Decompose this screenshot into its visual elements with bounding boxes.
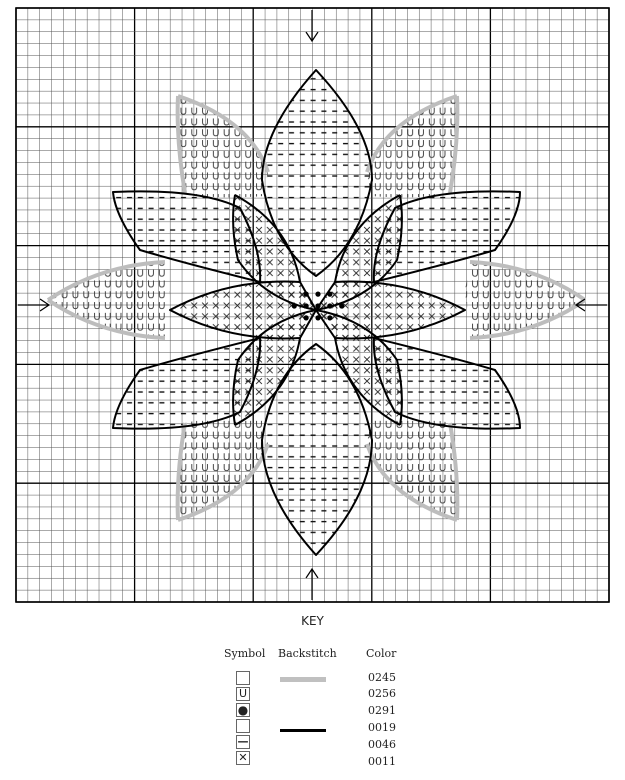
dot-stitch	[315, 292, 320, 297]
key-color-code: 0019	[368, 721, 396, 734]
key-header-symbol: Symbol	[224, 647, 266, 660]
key-color-code: 0291	[368, 704, 396, 717]
key-color-code: 0245	[368, 671, 396, 684]
center-arrow-top	[306, 10, 318, 41]
center-arrow-left	[18, 299, 49, 311]
dot-stitch	[304, 315, 309, 320]
key-symbol-u: U	[236, 687, 250, 701]
key-color-code: 0011	[368, 755, 396, 768]
key-title: KEY	[301, 614, 324, 628]
key-color-code: 0046	[368, 738, 396, 751]
key-symbol-dot: ●	[237, 703, 249, 717]
key-color-code: 0256	[368, 687, 396, 700]
key-backstitch-black-line	[280, 729, 326, 732]
key-header-color: Color	[366, 647, 397, 660]
key-symbol-dash: —	[237, 735, 249, 748]
key-symbol-x: ✕	[236, 751, 250, 765]
key-backstitch-gray-line	[280, 677, 326, 682]
dot-stitch	[327, 315, 332, 320]
key-header-backstitch: Backstitch	[278, 647, 337, 660]
center-arrow-bottom	[306, 569, 318, 600]
key-symbol-swatch-blank-1	[236, 671, 250, 685]
key-symbol-swatch-blank-2	[236, 719, 250, 733]
